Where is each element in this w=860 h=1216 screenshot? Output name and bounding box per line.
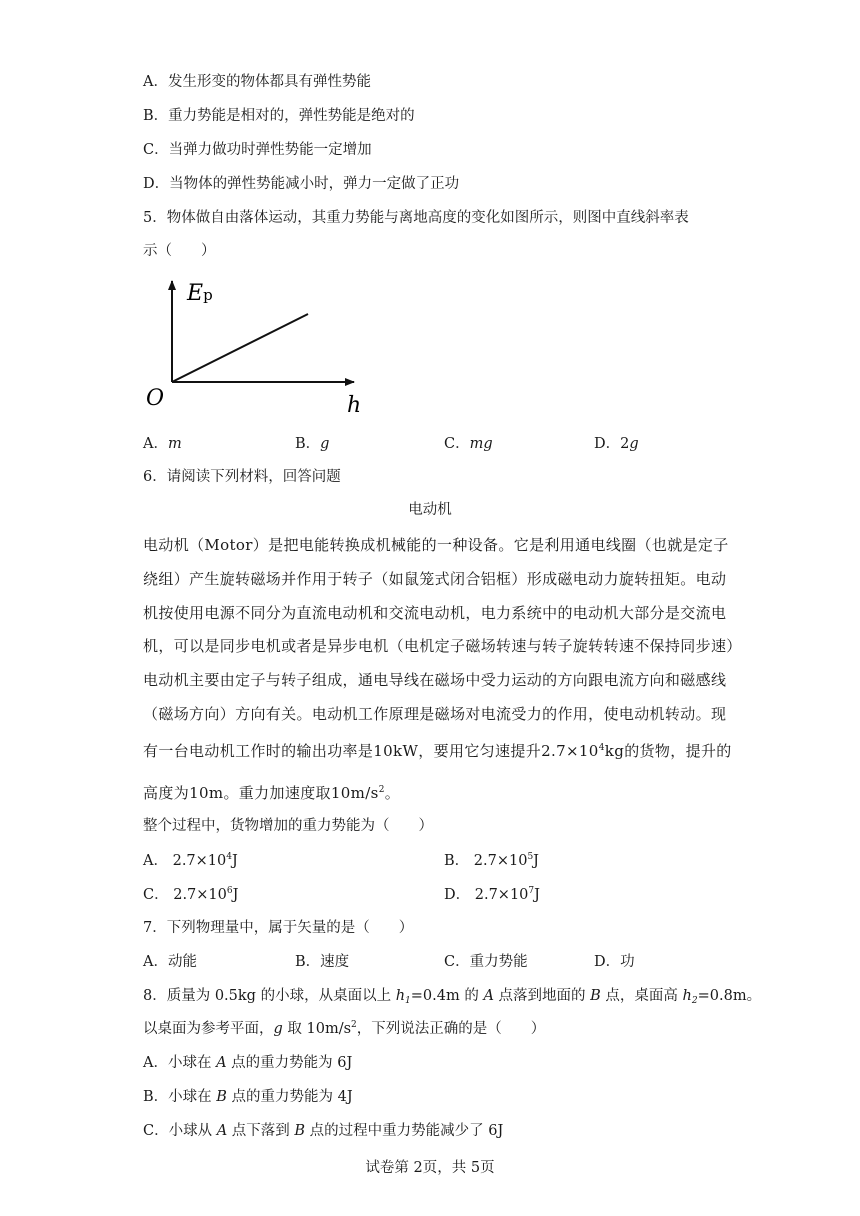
q5-option-c: C．mg (444, 436, 493, 452)
q4-option-b: B．重力势能是相对的，弹性势能是绝对的 (143, 108, 415, 124)
q7-stem: 7．下列物理量中，属于矢量的是（ ） (143, 920, 414, 936)
q6-para-line: 机，可以是同步电机或者是异步电机（电机定子磁场转速与转子旋转转速不保持同步速） (143, 637, 742, 655)
q5-graph (140, 272, 370, 422)
q4-option-d: D．当物体的弹性势能减小时，弹力一定做了正功 (143, 176, 460, 192)
q6-para-line: （磁场方向）方向有关。电动机工作原理是磁场对电流受力的作用，使电动机转动。现 (143, 705, 727, 723)
q6-article-title: 电动机 (408, 502, 452, 518)
q5-option-b: B．g (295, 436, 330, 452)
graph-x-label: h (347, 393, 362, 418)
q4-option-a: A．发生形变的物体都具有弹性势能 (143, 74, 371, 90)
q6-option-a: A． $2.7\times 10^4J$ (143, 852, 238, 869)
q8-option-c: C．小球从 A 点下落到 B 点的过程中重力势能减少了 6J (143, 1123, 504, 1139)
q8-stem-line1: 8．质量为 0.5kg 的小球，从桌面以上 $h_1=0.4m$ 的 A 点落到地面的 B 点，桌面高 $h_2=0.8m$。 (143, 988, 762, 1006)
q6-para-line: 电动机主要由定子与转子组成，通电导线在磁场中受力运动的方向跟电流方向和磁感线 (143, 671, 727, 689)
q6-para-line: 绕组）产生旋转磁场并作用于转子（如鼠笼式闭合铝框）形成磁电动力旋转扭矩。电动 (143, 570, 727, 588)
q7-option-c: C．重力势能 (444, 954, 528, 970)
graph-y-label: Ep (187, 281, 213, 306)
q7-option-d: D．功 (594, 954, 635, 970)
q5-option-d: D．2g (594, 436, 639, 452)
q6-option-c: C． $2.7\times 10^6J$ (143, 886, 239, 903)
q8-option-a: A．小球在 A 点的重力势能为 6J (143, 1055, 353, 1071)
q5-stem-line1: 5．物体做自由落体运动，其重力势能与离地高度的变化如图所示，则图中直线斜率表 (143, 210, 689, 226)
q6-intro: 6．请阅读下列材料，回答问题 (143, 469, 341, 485)
q7-option-b: B．速度 (295, 954, 350, 970)
q6-para-line: 机按使用电源不同分为直流电动机和交流电动机，电力系统中的电动机大部分是交流电 (143, 604, 727, 622)
q5-option-a: A．m (143, 436, 182, 452)
q5-stem-line2: 示（ ） (143, 243, 216, 259)
graph-line (172, 314, 308, 382)
q6-question: 整个过程中，货物增加的重力势能为（ ） (143, 818, 433, 834)
q8-option-b: B．小球在 B 点的重力势能为 4J (143, 1089, 353, 1105)
page-footer: 试卷第 2页，共 5页 (365, 1160, 495, 1176)
q8-stem-line2: 以桌面为参考平面，g 取 $10m/s^2$，下列说法正确的是（ ） (143, 1020, 546, 1037)
q4-option-c: C．当弹力做功时弹性势能一定增加 (143, 142, 372, 158)
q6-option-b: B． $2.7\times 10^5J$ (444, 852, 539, 869)
q6-para-line: 电动机（Motor）是把电能转换成机械能的一种设备。它是利用通电线圈（也就是定子 (143, 536, 729, 554)
q6-para-line8: 高度为10m。重力加速度取$10m/s^2$。 (143, 784, 401, 802)
q6-option-d: D． $2.7\times 10^7J$ (444, 886, 540, 903)
q7-option-a: A．动能 (143, 954, 197, 970)
q6-para-line7: 有一台电动机工作时的输出功率是10kW，要用它匀速提升$2.7\times 10^4kg$的货物，提升的 (143, 742, 732, 760)
graph-origin-label: O (146, 386, 165, 411)
